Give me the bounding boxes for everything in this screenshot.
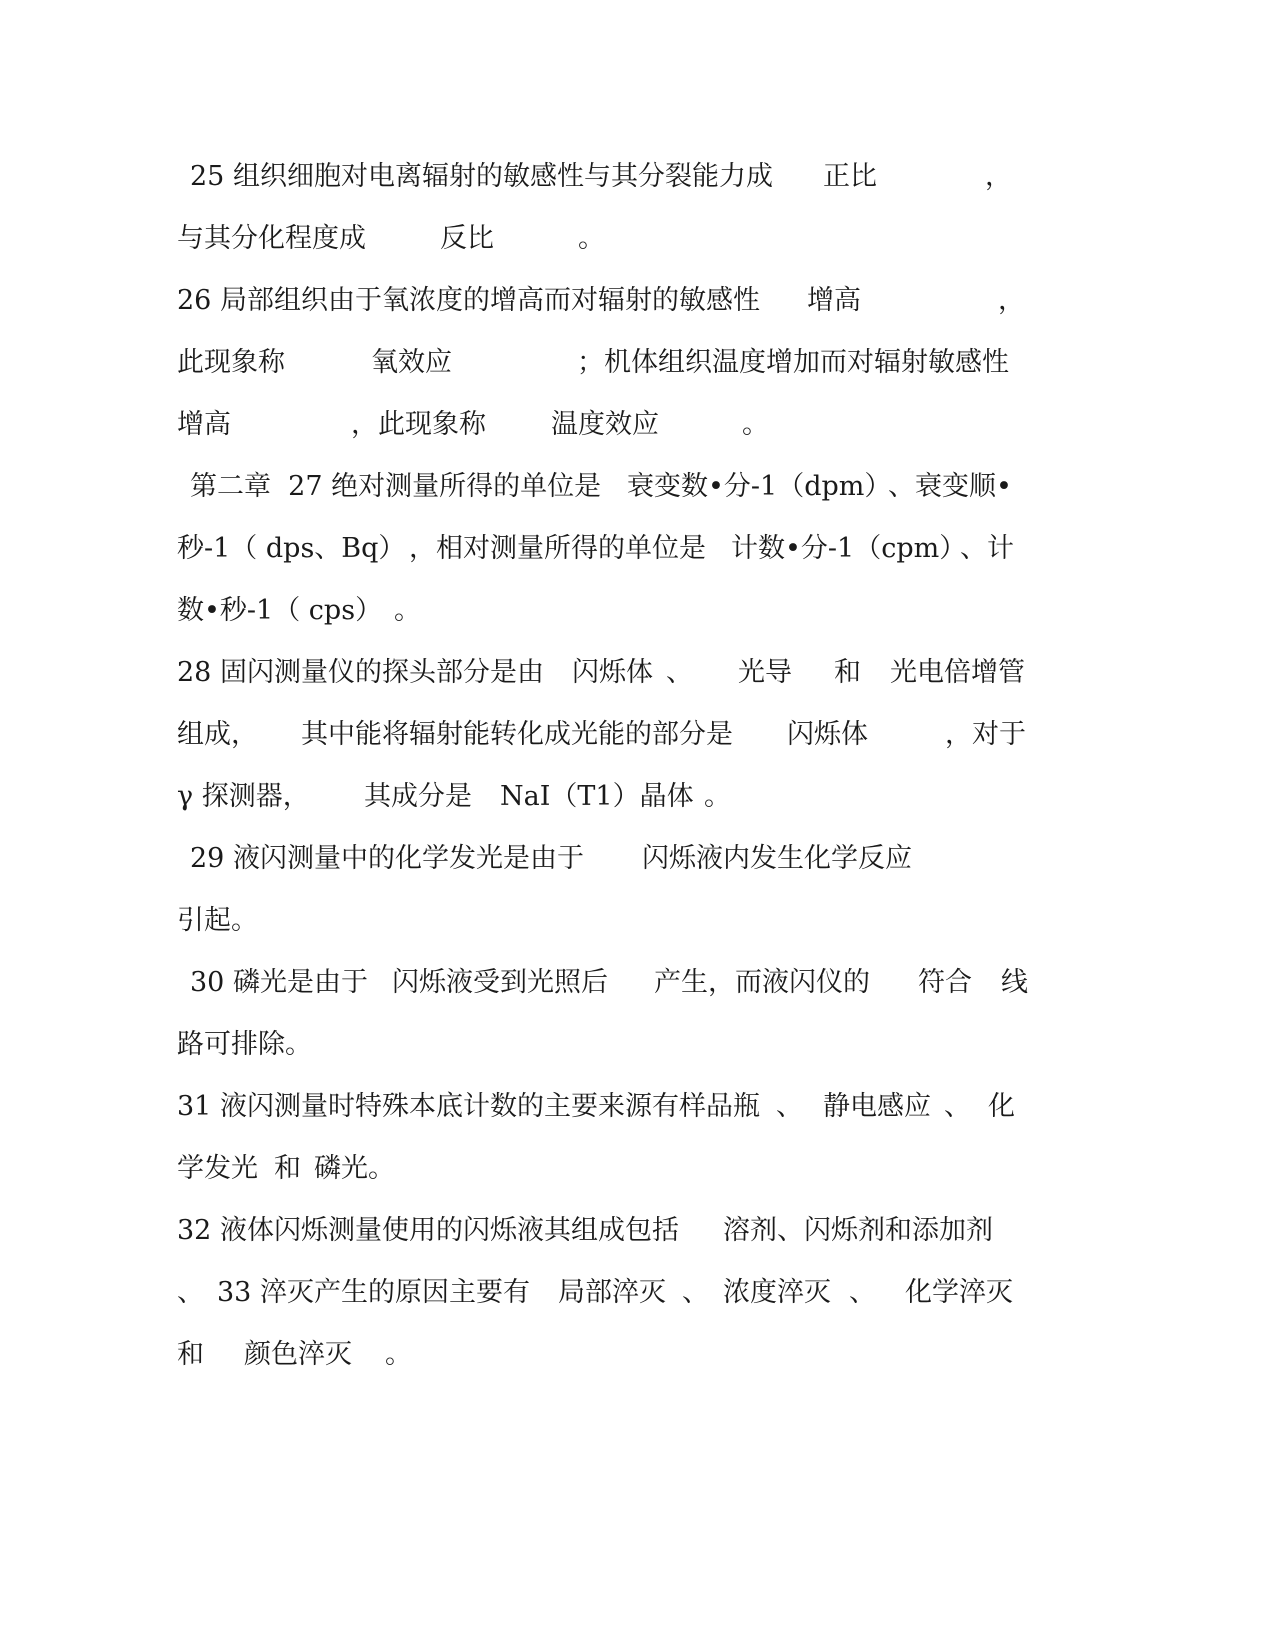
answer-text: 溶剂、闪烁剂和添加剂 bbox=[723, 1215, 993, 1246]
answer-text: 路可排除。 bbox=[177, 1029, 312, 1060]
answer-text: NaI（T1）晶体 bbox=[500, 781, 694, 812]
question-text: 引起。 bbox=[177, 905, 258, 936]
text-line bbox=[0, 901, 1275, 941]
answer-text: 符合 bbox=[918, 967, 972, 998]
question-text: 31 液闪测量时特殊本底计数的主要来源有样品瓶 bbox=[177, 1091, 760, 1122]
question-text: 和 bbox=[274, 1153, 301, 1184]
question-text: γ 探测器， bbox=[177, 781, 310, 812]
text-line bbox=[0, 529, 1275, 569]
question-text: ，对于 bbox=[945, 719, 1026, 750]
question-text: 组成， bbox=[177, 719, 258, 750]
question-text: ，此现象称 bbox=[351, 409, 486, 440]
text-line bbox=[0, 777, 1275, 817]
answer-text: 学发光 bbox=[177, 1153, 258, 1184]
question-text: 32 液体闪烁测量使用的闪烁液其组成包括 bbox=[177, 1215, 679, 1246]
question-text: 第二章 27 绝对测量所得的单位是 bbox=[190, 471, 602, 502]
text-line bbox=[0, 343, 1275, 383]
question-text: 和 bbox=[834, 657, 861, 688]
answer-text: 衰变数•分-1（dpm） bbox=[627, 471, 892, 502]
text-line bbox=[0, 715, 1275, 755]
question-text: 33 淬灭产生的原因主要有 bbox=[217, 1277, 530, 1308]
answer-text: 温度效应 bbox=[551, 409, 659, 440]
answer-text: 闪烁液受到光照后 bbox=[392, 967, 608, 998]
text-line-q33 bbox=[0, 1273, 1275, 1313]
answer-text: 秒-1（ dps、Bq） bbox=[177, 533, 406, 564]
answer-text: 数•秒-1（ cps） bbox=[177, 595, 383, 626]
answer-text: 光电倍增管 bbox=[890, 657, 1025, 688]
punctuation: 。 bbox=[704, 781, 731, 812]
text-line bbox=[0, 405, 1275, 445]
answer-text: 磷光。 bbox=[314, 1153, 395, 1184]
text-line-q26 bbox=[0, 281, 1275, 321]
answer-text: 线 bbox=[1001, 967, 1028, 998]
question-text: 29 液闪测量中的化学发光是由于 bbox=[190, 843, 584, 874]
question-text: 其中能将辐射能转化成光能的部分是 bbox=[301, 719, 733, 750]
answer-text: 闪烁液内发生化学反应 bbox=[642, 843, 912, 874]
punctuation: 、 bbox=[776, 1091, 803, 1122]
text-line bbox=[0, 219, 1275, 259]
question-text: ，相对测量所得的单位是 bbox=[409, 533, 706, 564]
punctuation: 、 bbox=[666, 657, 693, 688]
answer-text: 、衰变顺• bbox=[888, 471, 1012, 502]
text-line bbox=[0, 1025, 1275, 1065]
text-line bbox=[0, 1335, 1275, 1375]
answer-text: 闪烁体 bbox=[572, 657, 653, 688]
text-line-q28 bbox=[0, 653, 1275, 693]
punctuation: 。 bbox=[385, 1339, 412, 1370]
text-line-q30 bbox=[0, 963, 1275, 1003]
punctuation: 。 bbox=[394, 595, 421, 626]
answer-text: 浓度淬灭 bbox=[723, 1277, 831, 1308]
punctuation: 、 bbox=[944, 1091, 971, 1122]
answer-text: 增高 bbox=[807, 285, 861, 316]
answer-text: 静电感应 bbox=[823, 1091, 931, 1122]
text-line-q29 bbox=[0, 839, 1275, 879]
text-line-q32 bbox=[0, 1211, 1275, 1251]
question-text: 28 固闪测量仪的探头部分是由 bbox=[177, 657, 544, 688]
answer-text: 计数•分-1（cpm） bbox=[731, 533, 967, 564]
text-line-q31 bbox=[0, 1087, 1275, 1127]
question-text: 26 局部组织由于氧浓度的增高而对辐射的敏感性 bbox=[177, 285, 760, 316]
text-line-q25 bbox=[0, 157, 1275, 197]
question-text: 和 bbox=[177, 1339, 204, 1370]
question-text: 产生，而液闪仪的 bbox=[654, 967, 870, 998]
punctuation: ， bbox=[985, 161, 1012, 192]
answer-text: 化学淬灭 bbox=[905, 1277, 1013, 1308]
question-text: 25 组织细胞对电离辐射的敏感性与其分裂能力成 bbox=[190, 161, 773, 192]
question-text: 30 磷光是由于 bbox=[190, 967, 368, 998]
answer-text: 正比 bbox=[823, 161, 877, 192]
text-line-q27 bbox=[0, 467, 1275, 507]
answer-text: 光导 bbox=[738, 657, 792, 688]
question-text: 与其分化程度成 bbox=[177, 223, 366, 254]
question-text: ；机体组织温度增加而对辐射敏感性 bbox=[577, 347, 1009, 378]
punctuation: 。 bbox=[742, 409, 769, 440]
punctuation: 、 bbox=[177, 1277, 204, 1308]
punctuation: 、 bbox=[849, 1277, 876, 1308]
answer-text: 氧效应 bbox=[371, 347, 452, 378]
answer-text: 增高 bbox=[177, 409, 231, 440]
text-line bbox=[0, 1149, 1275, 1189]
answer-text: 局部淬灭 bbox=[558, 1277, 666, 1308]
punctuation: 、 bbox=[682, 1277, 709, 1308]
punctuation: 。 bbox=[578, 223, 605, 254]
answer-text: 、计 bbox=[960, 533, 1014, 564]
answer-text: 闪烁体 bbox=[787, 719, 868, 750]
question-text: 其成分是 bbox=[364, 781, 472, 812]
answer-text: 反比 bbox=[440, 223, 494, 254]
answer-text: 颜色淬灭 bbox=[244, 1339, 352, 1370]
question-text: 此现象称 bbox=[177, 347, 285, 378]
answer-text: 化 bbox=[988, 1091, 1015, 1122]
punctuation: ， bbox=[998, 285, 1025, 316]
text-line bbox=[0, 591, 1275, 631]
